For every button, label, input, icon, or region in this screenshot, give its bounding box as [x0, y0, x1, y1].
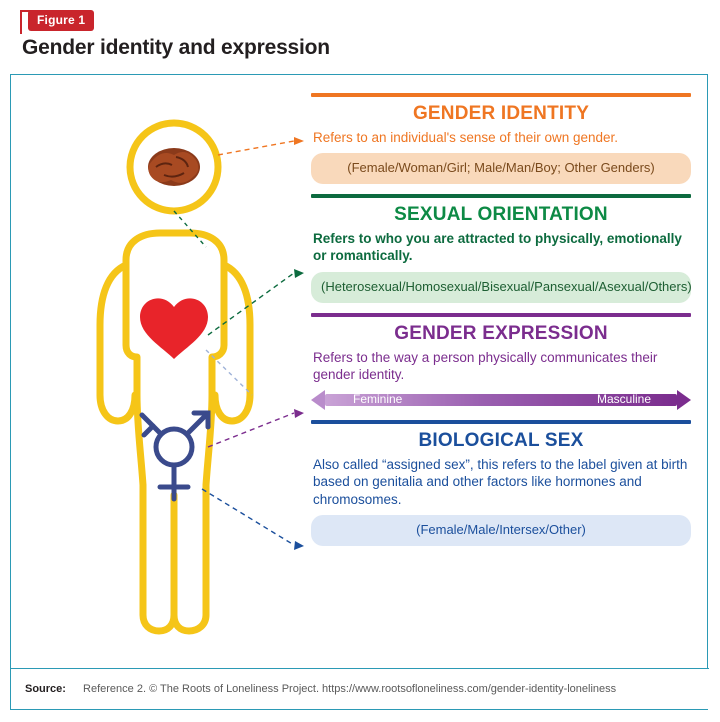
figure-badge: Figure 1 [28, 10, 94, 31]
gender-identity-rule [311, 93, 691, 97]
gender-expression-rule [311, 313, 691, 317]
source-bar [11, 668, 709, 709]
gender-identity-description: Refers to an individual's sense of their own gender. [313, 130, 619, 145]
block-biological-sex [311, 420, 691, 546]
source-text [11, 683, 616, 695]
left-arm-outline [100, 265, 135, 421]
illustration [56, 95, 306, 655]
source-label: Source: [25, 683, 66, 695]
gender-expression-description: Refers to the way a person physically communicates their gender identity. [313, 349, 658, 382]
brain-icon [148, 148, 200, 186]
biological-sex-description: Also called “assigned sex”, this refers to the label given at birth based on genitalia and other factors like hormones and chromosomes. [313, 457, 688, 507]
block-gender-expression [311, 313, 691, 411]
spectrum-label-feminine: Feminine [353, 392, 403, 407]
definitions-column [311, 93, 691, 556]
spectrum-right-arrow-icon [677, 390, 691, 410]
human-body-outline-svg [56, 95, 306, 655]
transgender-symbol-icon [142, 413, 208, 499]
source-citation: Reference 2. © The Roots of Loneliness Project. https://www.rootsofloneliness.com/gender-identity-loneliness [83, 683, 617, 695]
figure-body [11, 75, 709, 671]
block-gender-identity [311, 93, 691, 184]
page-title: Gender identity and expression [22, 36, 330, 59]
heart-icon [140, 298, 208, 359]
gender-identity-examples: (Female/Woman/Girl; Male/Man/Boy; Other Genders) [311, 153, 691, 184]
gender-expression-spectrum [311, 390, 691, 410]
block-sexual-orientation [311, 194, 691, 302]
biological-sex-examples: (Female/Male/Intersex/Other) [311, 515, 691, 546]
right-arm-outline [215, 265, 250, 421]
sexual-orientation-rule [311, 194, 691, 198]
figure-card [10, 74, 708, 710]
gender-identity-title: GENDER IDENTITY [412, 103, 590, 124]
torso-outline [126, 233, 224, 631]
gender-expression-title: GENDER EXPRESSION [394, 322, 608, 344]
sexual-orientation-title: SEXUAL ORIENTATION [394, 204, 608, 226]
biological-sex-title: BIOLOGICAL SEX [418, 430, 584, 452]
spectrum-left-arrow-icon [311, 390, 325, 410]
spectrum-label-masculine: Masculine [596, 392, 651, 407]
biological-sex-rule [311, 420, 691, 424]
sexual-orientation-description: Refers to who you are attracted to physically, emotionally or romantically. [313, 231, 682, 264]
sexual-orientation-examples: (Heterosexual/Homosexual/Bisexual/Pansexual/Asexual/Others) [311, 272, 691, 303]
